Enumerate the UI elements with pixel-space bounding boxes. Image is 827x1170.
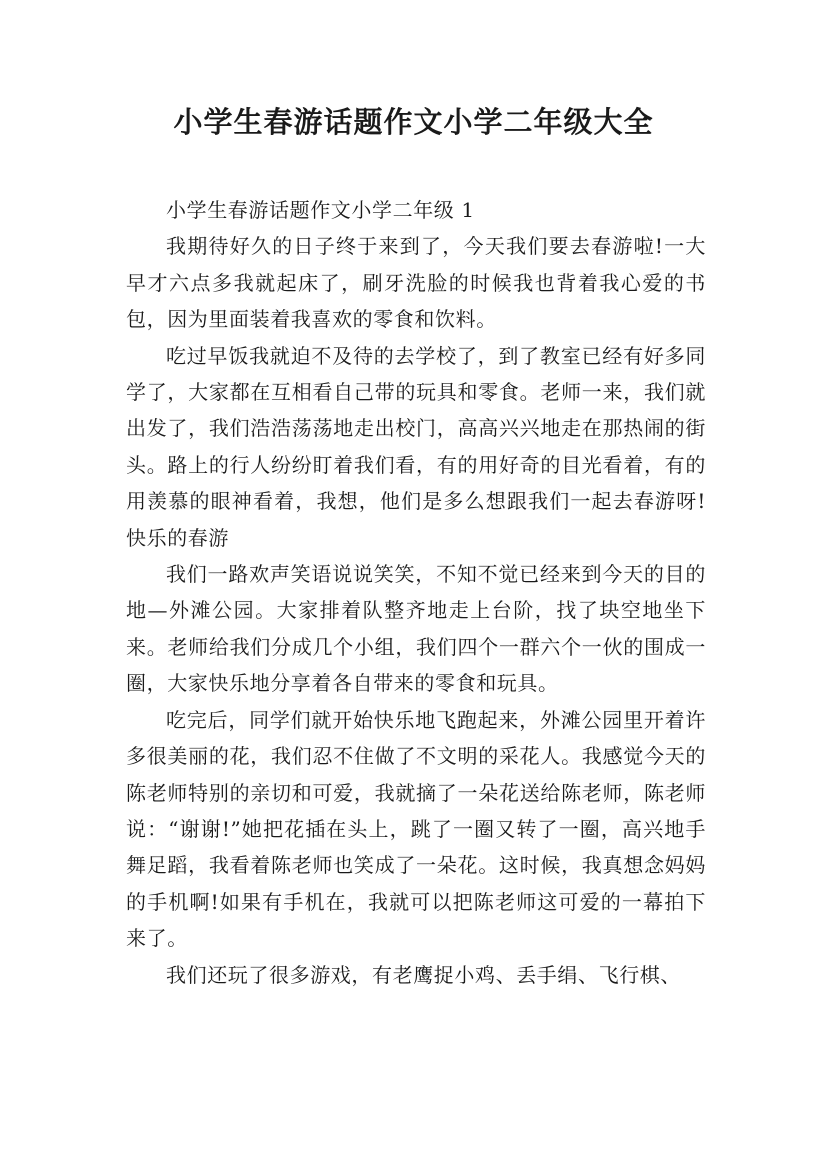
paragraph-4: 吃完后，同学们就开始快乐地飞跑起来，外滩公园里开着许多很美丽的花，我们忍不住做了不文明的采花人。我感觉今天的陈老师特别的亲切和可爱，我就摘了一朵花送给陈老师，陈老师说：“谢谢!”她把花插在头上，跳了一圈又转了一圈，高兴地手舞足蹈，我看着陈老师也笑成了一朵花。这时候，我真想念妈妈的手机啊!如果有手机在，我就可以把陈老师这可爱的一幕拍下来了。 (126, 707, 706, 951)
paragraph-1: 我期待好久的日子终于来到了，今天我们要去春游啦!一大早才六点多我就起床了，刷牙洗脸的时候我也背着我心爱的书包，因为里面装着我喜欢的零食和饮料。 (126, 234, 706, 332)
paragraph-3: 我们一路欢声笑语说说笑笑，不知不觉已经来到今天的目的地—外滩公园。大家排着队整齐地走上台阶，找了块空地坐下来。老师给我们分成几个小组，我们四个一群六个一伙的围成一圈，大家快乐地分享着各自带来的零食和玩具。 (126, 562, 706, 696)
paragraph-5: 我们还玩了很多游戏，有老鹰捉小鸡、丢手绢、飞行棋、 (166, 962, 681, 987)
section-heading: 小学生春游话题作文小学二年级 1 (166, 198, 475, 222)
document-title: 小学生春游话题作文小学二年级大全 (173, 105, 654, 139)
paragraph-2: 吃过早饭我就迫不及待的去学校了，到了教室已经有好多同学了，大家都在互相看自己带的玩具和零食。老师一来，我们就出发了，我们浩浩荡荡地走出校门，高高兴兴地走在那热闹的街头。路上的行人纷纷盯着我们看，有的用好奇的目光看着，有的用羡慕的眼神看着，我想，他们是多么想跟我们一起去春游呀!快乐的春游 (126, 343, 706, 550)
document-body (126, 192, 706, 993)
